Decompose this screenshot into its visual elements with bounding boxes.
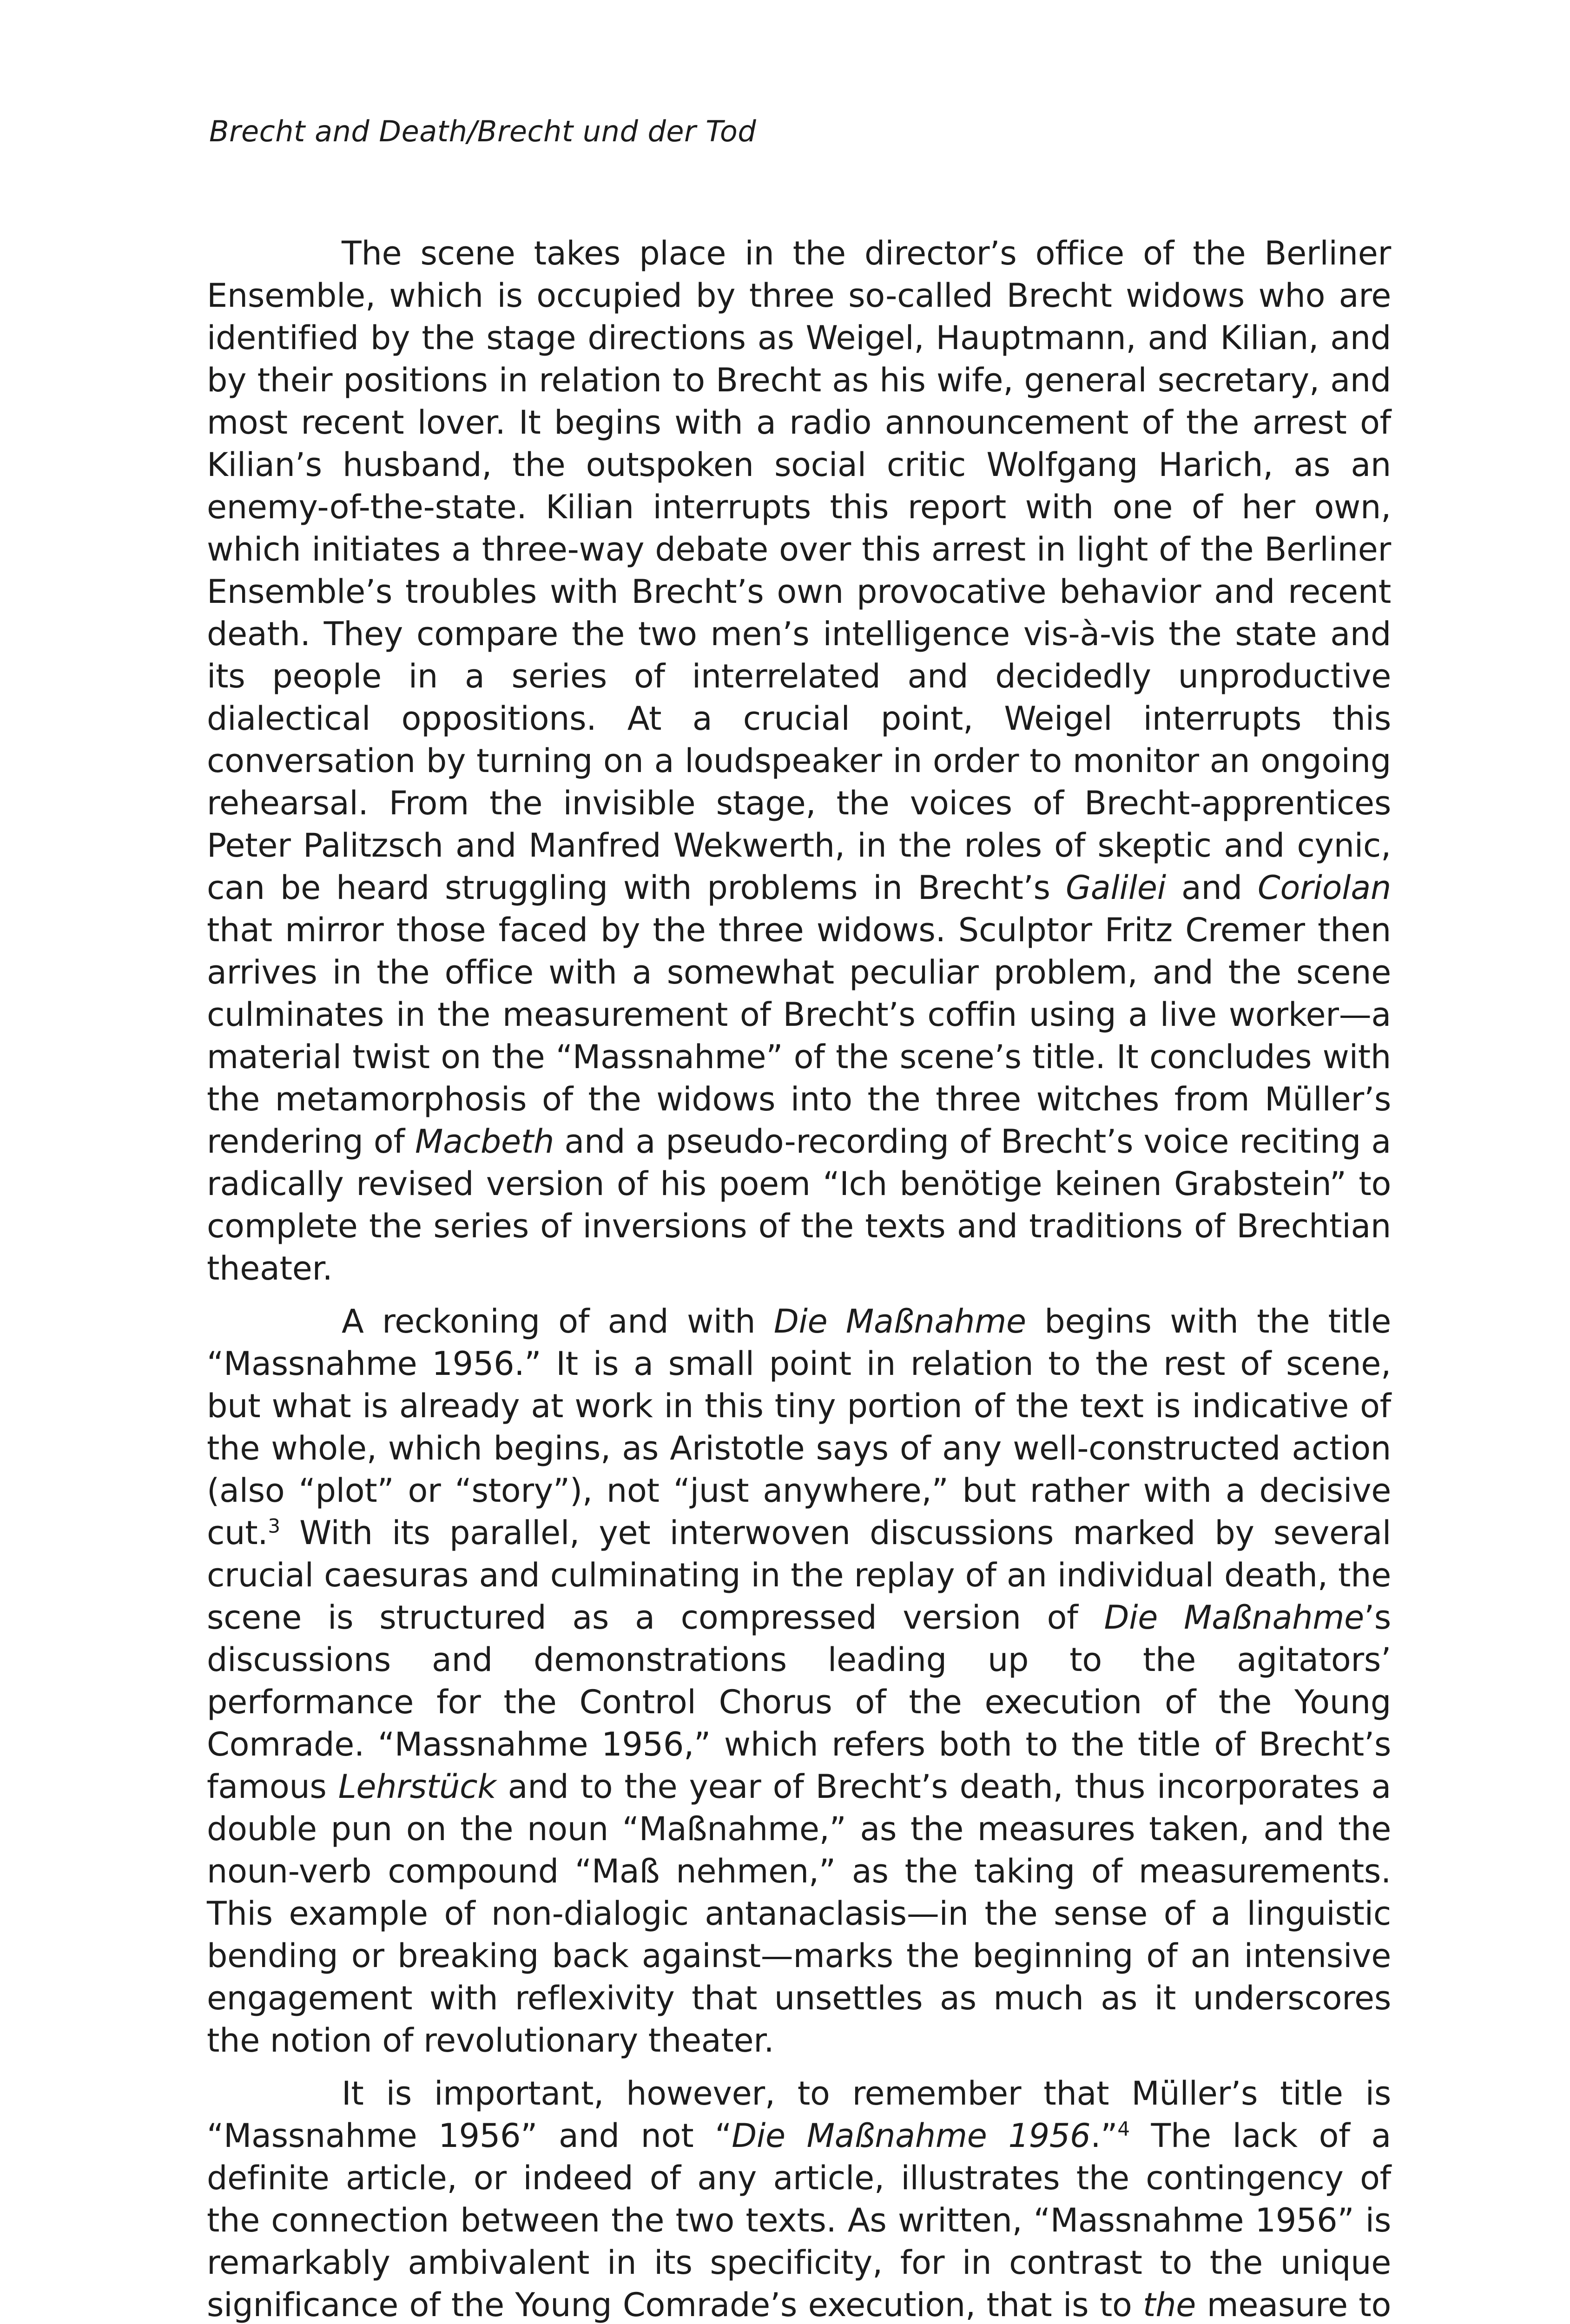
italic-title: Die Maßnahme 1956: [732, 2117, 1091, 2155]
text-run: .”: [1090, 2117, 1118, 2155]
text-run: that mirror those faced by the three widows. Sculptor Fritz Cremer then arrives in the office with a somewhat peculiar problem, and the scene culminates in the measurement of Brecht’s coffin using a live worker—a material twist on the “Massnahme” of the scene’s title. It concludes with the metamorphosis of the widows into the three witches from Müller’s rendering of: [207, 911, 1391, 1161]
text-run: measure to: [1207, 2286, 1391, 2324]
text-run: A reckoning of and with: [342, 1302, 774, 1340]
footnote-marker: 4: [1117, 2117, 1130, 2140]
italic-title: Coriolan: [1257, 869, 1391, 907]
text-run: and: [1166, 869, 1258, 907]
text-run: The lack of a definite article, or indeed of any article, illustrates the contingency of the connection between the two texts. As written, “Massnahme 1956” is remarkably ambivalent in its specificity, for in contrast to the unique significance of the Young Comrade’s execution, that is to: [207, 2117, 1391, 2324]
text-run: and to the year of Brecht’s death, thus incorporates a double pun on the noun “Maßnahme,” as the measures taken, and the noun-verb compound “Maß nehmen,” as the taking of measurements. This example of non-dialogic antanaclasis—in the sense of a linguistic bending or breaking back against—marks the beginning of an intensive engagement with reflexivity that unsettles as much as it underscores the notion of revolutionary theater.: [207, 1768, 1391, 2060]
italic-title: Macbeth: [415, 1122, 554, 1161]
italic-title: Die Maßnahme: [773, 1302, 1026, 1340]
footnote-marker: 3: [268, 1514, 280, 1538]
text-run: ’s discussions and demonstrations leading up to the agitators’ performance for the Control Chorus of the execution of the Young Comrade. “Massnahme 1956,” which refers both to the title of Brecht’s famous: [207, 1598, 1391, 1806]
paragraph: [207, 232, 1391, 1290]
text-run: begins with the title “Massnahme 1956.” It is a small point in relation to the rest of scene, but what is already at work in this tiny portion of the text is indicative of the whole, which begins, as Aristotle says of any well-constructed action (also “plot” or “story”), not “just anywhere,” but rather with a decisive cut.: [207, 1302, 1391, 1552]
paragraph: [207, 2073, 1391, 2324]
text-run: It is important, however, to remember that Müller’s title is “Massnahme 1956” and not “: [207, 2074, 1391, 2155]
running-head: Brecht and Death/Brecht und der Tod: [209, 114, 757, 148]
italic-word: the: [1143, 2286, 1196, 2324]
italic-title: Die Maßnahme: [1104, 1598, 1364, 1637]
paragraph: [207, 1301, 1391, 2062]
text-run: With its parallel, yet interwoven discussions marked by several crucial caesuras and culminating in the replay of an individual death, the scene is structured as a compressed version of: [207, 1514, 1391, 1637]
text-run: The scene takes place in the director’s office of the Berliner Ensemble, which is occupied by three so-called Brecht widows who are identified by the stage directions as Weigel, Hauptmann, and Kilian, and by their positions in relation to Brecht as his wife, general secretary, and most recent lover. It begins with a radio announcement of the arrest of Kilian’s husband, the outspoken social critic Wolfgang Harich, as an enemy-of-the-state. Kilian interrupts this report with one of her own, which initiates a three-way debate over this arrest in light of the Berliner Ensemble’s troubles with Brecht’s own provocative behavior and recent death. They compare the two men’s intelligence vis-à-vis the state and its people in a series of interrelated and decidedly unproductive dialectical oppositions. At a crucial point, Weigel interrupts this conversation by turning on a loudspeaker in order to monitor an ongoing rehearsal. From the invisible stage, the voices of Brecht-apprentices Peter Palitzsch and Manfred Wekwerth, in the roles of skeptic and cynic, can be heard struggling with problems in Brecht’s: [207, 234, 1391, 907]
text-run: and a pseudo-recording of Brecht’s voice reciting a radically revised version of his poem “Ich benötige keinen Grabstein” to complete the series of inversions of the texts and traditions of Brechtian theater.: [207, 1122, 1391, 1287]
italic-title: Lehrstück: [338, 1768, 496, 1806]
italic-title: Galilei: [1065, 869, 1166, 907]
body-text: [207, 232, 1391, 2324]
